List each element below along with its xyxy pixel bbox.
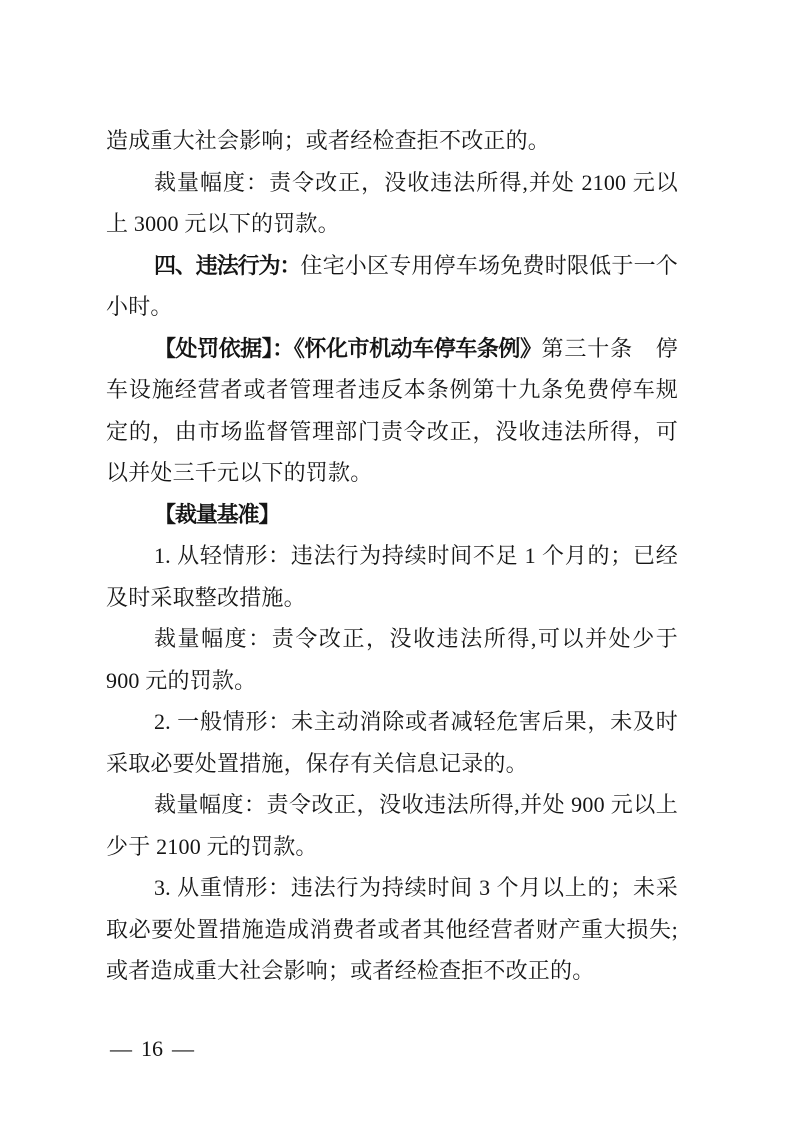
paragraph-lenient-case [106, 535, 678, 618]
paragraph [106, 120, 678, 162]
paragraph-penalty-basis [106, 328, 678, 494]
paragraph-text: 3. 从重情形：违法行为持续时间 3 个月以上的；未采取必要处置措施造成消费者或者其他经营者财产重大损失;或者造成重大社会影响；或者经检查拒不改正的。 [106, 875, 678, 983]
paragraph-text: 第三十条 停车设施经营者或者管理者违反本条例第十九条免费停车规定的，由市场监督管理部门责令改正，没收违法所得，可以并处三千元以下的罚款。 [106, 335, 678, 485]
paragraph [106, 162, 678, 245]
paragraph-general-case [106, 701, 678, 784]
paragraph-severe-case [106, 867, 678, 992]
paragraph-text: 裁量幅度：责令改正，没收违法所得,可以并处少于 900 元的罚款。 [106, 626, 678, 693]
paragraph-discretion-standard [106, 494, 678, 536]
paragraph-text: 裁量幅度：责令改正，没收违法所得,并处 2100 元以上 3000 元以下的罚款。 [106, 169, 678, 236]
page-footer [110, 1028, 194, 1070]
paragraph-text: 裁量幅度：责令改正，没收违法所得,并处 900 元以上少于 2100 元的罚款。 [106, 792, 678, 859]
paragraph-text: 1. 从轻情形：违法行为持续时间不足 1 个月的；已经及时采取整改措施。 [106, 543, 678, 610]
violation-heading: 四、违法行为： [153, 252, 301, 278]
paragraph-text: 住宅小区专用停车场免费时限低于一个小时。 [106, 252, 678, 319]
document-body [106, 120, 678, 992]
discretion-standard-heading: 【裁量基准】 [153, 501, 280, 527]
footer-left-dash: — [110, 1036, 132, 1061]
page-number: 16 [141, 1036, 163, 1061]
paragraph-violation-4 [106, 245, 678, 328]
penalty-basis-heading: 【处罚依据】：《怀化市机动车停车条例》 [153, 335, 542, 361]
paragraph [106, 784, 678, 867]
footer-right-dash: — [172, 1036, 194, 1061]
paragraph [106, 618, 678, 701]
paragraph-text: 造成重大社会影响；或者经检查拒不改正的。 [106, 128, 551, 153]
paragraph-text: 2. 一般情形：未主动消除或者减轻危害后果，未及时采取必要处置措施，保存有关信息记录的。 [106, 709, 678, 776]
